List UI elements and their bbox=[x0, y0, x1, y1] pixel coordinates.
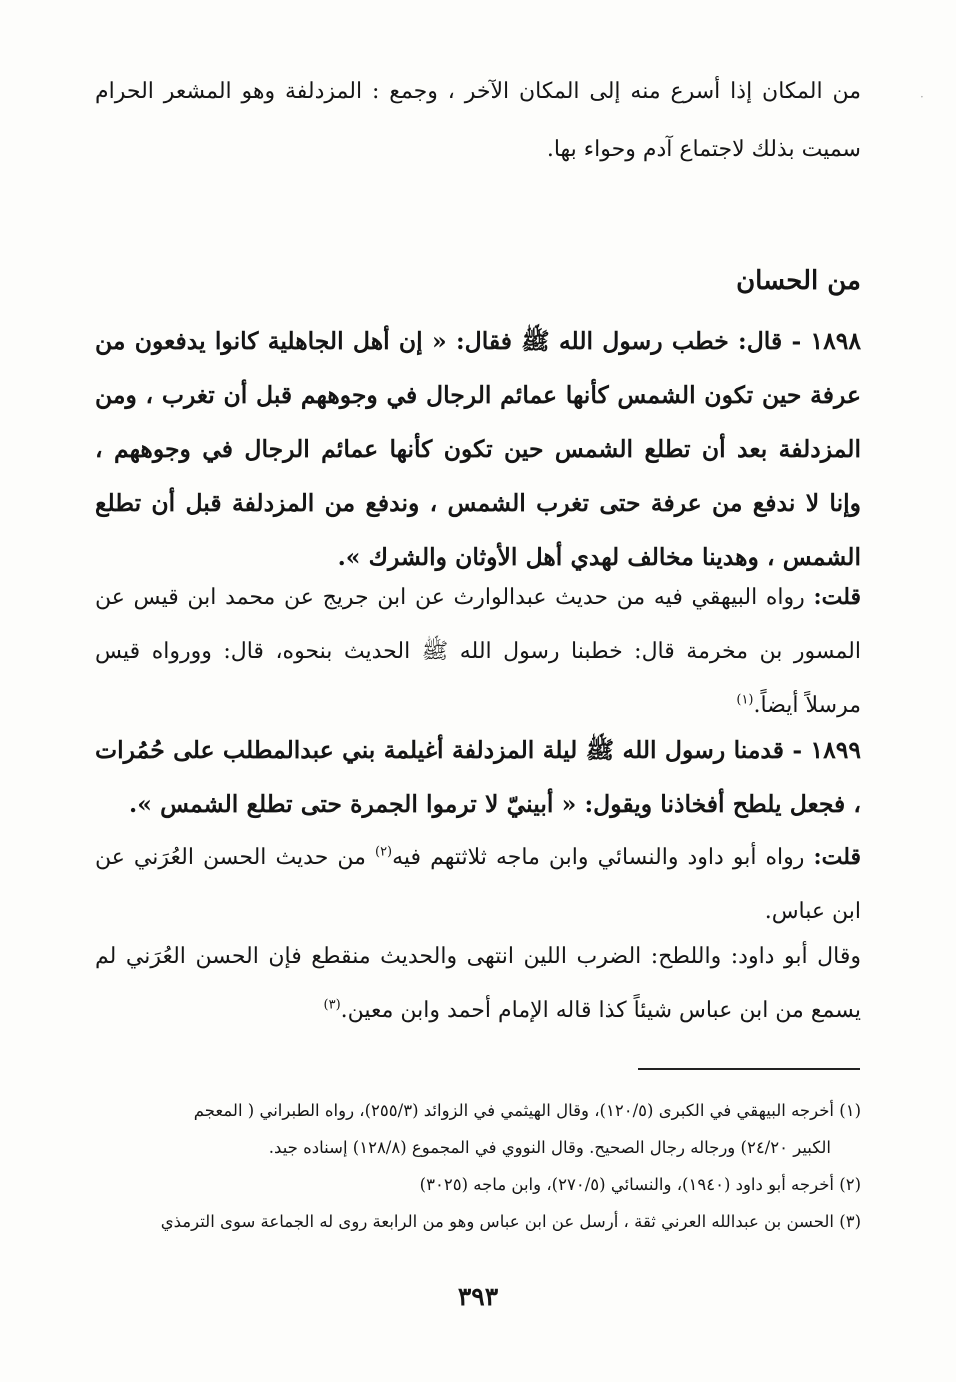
footnote-ref-3: (٣) bbox=[323, 997, 341, 1013]
comment-1899-body-b: من حديث الحسن العُرَني عن ابن عباس. bbox=[95, 845, 861, 924]
comment-1899-body-a: رواه أبو داود والنسائي وابن ماجه ثلاثتهم فيه bbox=[392, 845, 805, 870]
footnote-ref-2: (٢) bbox=[374, 844, 393, 860]
intro-text: من المكان إذا أسرع منه إلى المكان الآخر ، وجمع : المزدلفة وهو المشعر الحرام سميت بذلك لاجتماع آدم وحواء بها. bbox=[95, 79, 861, 162]
footnote-ref-1: (١) bbox=[736, 692, 754, 708]
hadith-1898-number: ١٨٩٨ - قال: bbox=[738, 327, 862, 355]
hadith-1899-number: ١٨٩٩ - قدمنا bbox=[733, 736, 861, 764]
hadith-1898-body: خطب رسول الله ﷺ فقال: « إن أهل الجاهلية كانوا يدفعون من عرفة حين تكون الشمس كأنها عمائم الرجال في وجوههم قبل أن تغرب ، ومن المزدلفة بعد أن تطلع الشمس حين تكون كأنها عمائم الرجال في وجوههم ، وإنا لا ندفع من عرفة حتى تغرب الشمس ، وندفع من المزدلفة قبل أن تطلع الشمس ، وهدينا مخالف لهدي أهل الأوثان والشرك ». bbox=[95, 327, 861, 571]
comment-abudawud bbox=[95, 930, 861, 1038]
hadith-1898 bbox=[95, 314, 861, 584]
footnote-separator bbox=[638, 1068, 860, 1070]
footnote-1-line-1: (١) أخرجه البيهقي في الكبرى (١٢٠/٥)، وقال الهيثمي في الزوائد (٢٥٥/٣)، رواه الطبراني ( المعجم bbox=[193, 1101, 861, 1120]
footnote-1-line-2: الكبير ٢٤/٢٠) ورجاله رجال الصحيح. وقال النووي في المجموع (١٢٨/٨) إسناده جيد. bbox=[268, 1138, 831, 1157]
comment-1899 bbox=[95, 830, 861, 939]
comment-1898-text bbox=[95, 570, 861, 733]
comment-1899-lead: قلت: bbox=[813, 844, 862, 870]
intro-paragraph bbox=[95, 63, 861, 179]
footnote-3: (٣) الحسن بن عبدالله العرني ثقة ، أرسل عن ابن عباس وهو من الرابعة روى له الجماعة سوى الترمذي bbox=[160, 1212, 861, 1231]
hadith-1899-body: رسول الله ﷺ ليلة المزدلفة أغيلمة بني عبدالمطلب على حُمُرات ، فجعل يلطح أفخاذنا ويقول: « أبينيّ لا ترموا الجمرة حتى تطلع الشمس ». bbox=[95, 736, 861, 818]
page-number: ٣٩٣ bbox=[457, 1282, 499, 1311]
comment-1898 bbox=[95, 570, 861, 733]
comment-abudawud-text bbox=[95, 930, 861, 1038]
hadith-1899 bbox=[95, 723, 861, 831]
comment-1898-body: رواه البيهقي فيه من حديث عبدالوارث عن ابن جريج عن محمد ابن قيس عن المسور بن مخرمة قال: خطبنا رسول الله ﷺ الحديث بنحوه، قال: وورواه قيس مرسلاً أيضاً. bbox=[95, 585, 861, 718]
footnotes bbox=[95, 1092, 861, 1240]
hadith-1899-text bbox=[95, 723, 861, 831]
hadith-1898-text bbox=[95, 314, 861, 584]
footnote-2: (٢) أخرجه أبو داود (١٩٤٠)، والنسائي (٢٧٠/٥)، وابن ماجه (٣٠٢٥) bbox=[419, 1175, 861, 1194]
comment-1898-lead: قلت: bbox=[813, 584, 861, 610]
scan-speck: · bbox=[920, 90, 924, 104]
comment-abudawud-body: وقال أبو داود: واللطح: الضرب اللين انتهى والحديث منقطع فإن الحسن العُرَني لم يسمع من ابن عباس شيئاً كذا قاله الإمام أحمد وابن معين. bbox=[95, 944, 861, 1023]
section-heading: من الحسان bbox=[736, 266, 861, 296]
comment-1899-text bbox=[95, 830, 861, 939]
